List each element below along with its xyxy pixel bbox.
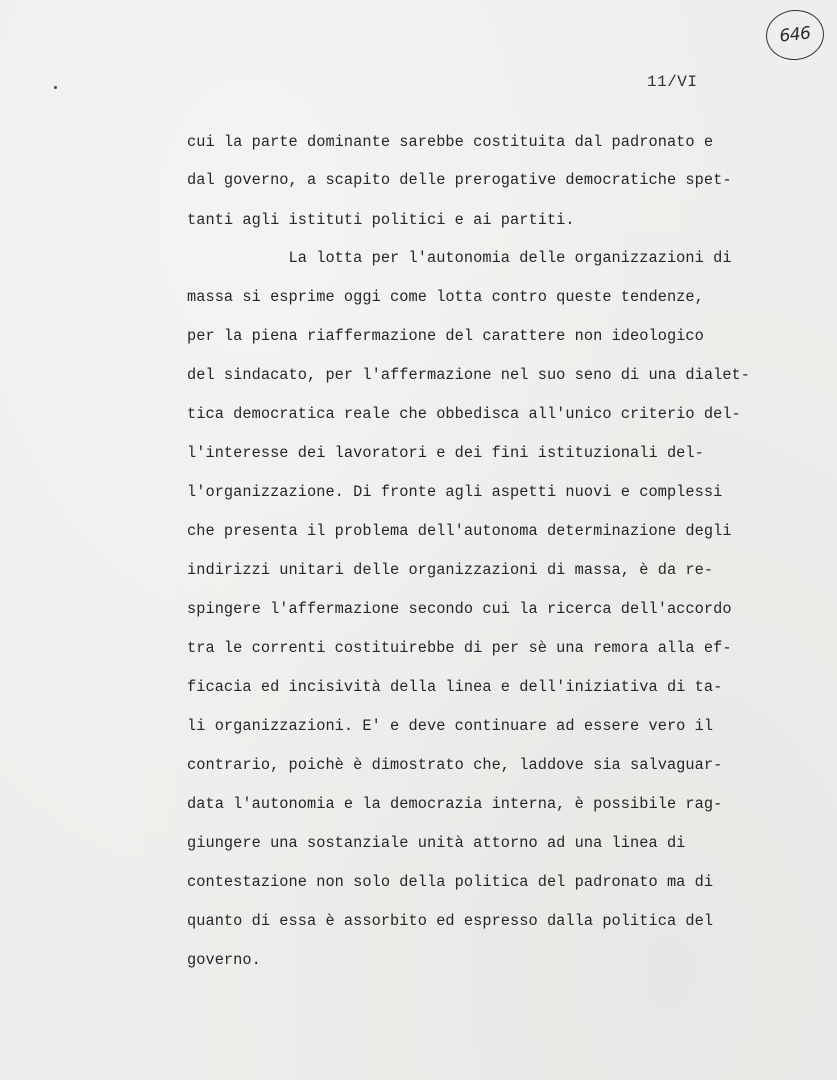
text-line: per la piena riaffermazione del carattere non ideologico — [187, 327, 704, 345]
text-line: La lotta per l'autonomia delle organizzazioni di — [187, 249, 732, 267]
paper-speck — [54, 86, 57, 89]
text-line: indirizzi unitari delle organizzazioni di massa, è da re- — [187, 561, 714, 579]
text-line: data l'autonomia e la democrazia interna, è possibile rag- — [187, 795, 723, 813]
text-line: dal governo, a scapito delle prerogative democratiche spet- — [187, 171, 732, 189]
text-line: spingere l'affermazione secondo cui la ricerca dell'accordo — [187, 600, 732, 618]
text-line: massa si esprime oggi come lotta contro queste tendenze, — [187, 288, 704, 306]
text-line: contestazione non solo della politica del padronato ma di — [187, 873, 714, 891]
text-line: del sindacato, per l'affermazione nel suo seno di una dialet- — [187, 366, 751, 384]
archive-stamp — [764, 7, 827, 63]
text-line: l'interesse dei lavoratori e dei fini istituzionali del- — [187, 444, 704, 462]
text-line: l'organizzazione. Di fronte agli aspetti nuovi e complessi — [187, 483, 723, 501]
stamp-number: 646 — [778, 23, 812, 47]
text-line: ficacia ed incisività della linea e dell'iniziativa di ta- — [187, 678, 723, 696]
text-line: giungere una sostanziale unità attorno ad una linea di — [187, 834, 686, 852]
text-line: quanto di essa è assorbito ed espresso dalla politica del — [187, 912, 714, 930]
text-line: che presenta il problema dell'autonoma determinazione degli — [187, 522, 732, 540]
text-line: cui la parte dominante sarebbe costituita dal padronato e — [187, 133, 714, 151]
text-line: li organizzazioni. E' e deve continuare ad essere vero il — [187, 717, 714, 735]
text-line: contrario, poichè è dimostrato che, laddove sia salvaguar- — [187, 756, 723, 774]
text-line: tanti agli istituti politici e ai partiti. — [187, 211, 575, 229]
text-line: tra le correnti costituirebbe di per sè una remora alla ef- — [187, 639, 732, 657]
text-line: governo. — [187, 951, 261, 969]
text-line: tica democratica reale che obbedisca all'unico criterio del- — [187, 405, 741, 423]
page-number: 11/VI — [647, 73, 698, 91]
